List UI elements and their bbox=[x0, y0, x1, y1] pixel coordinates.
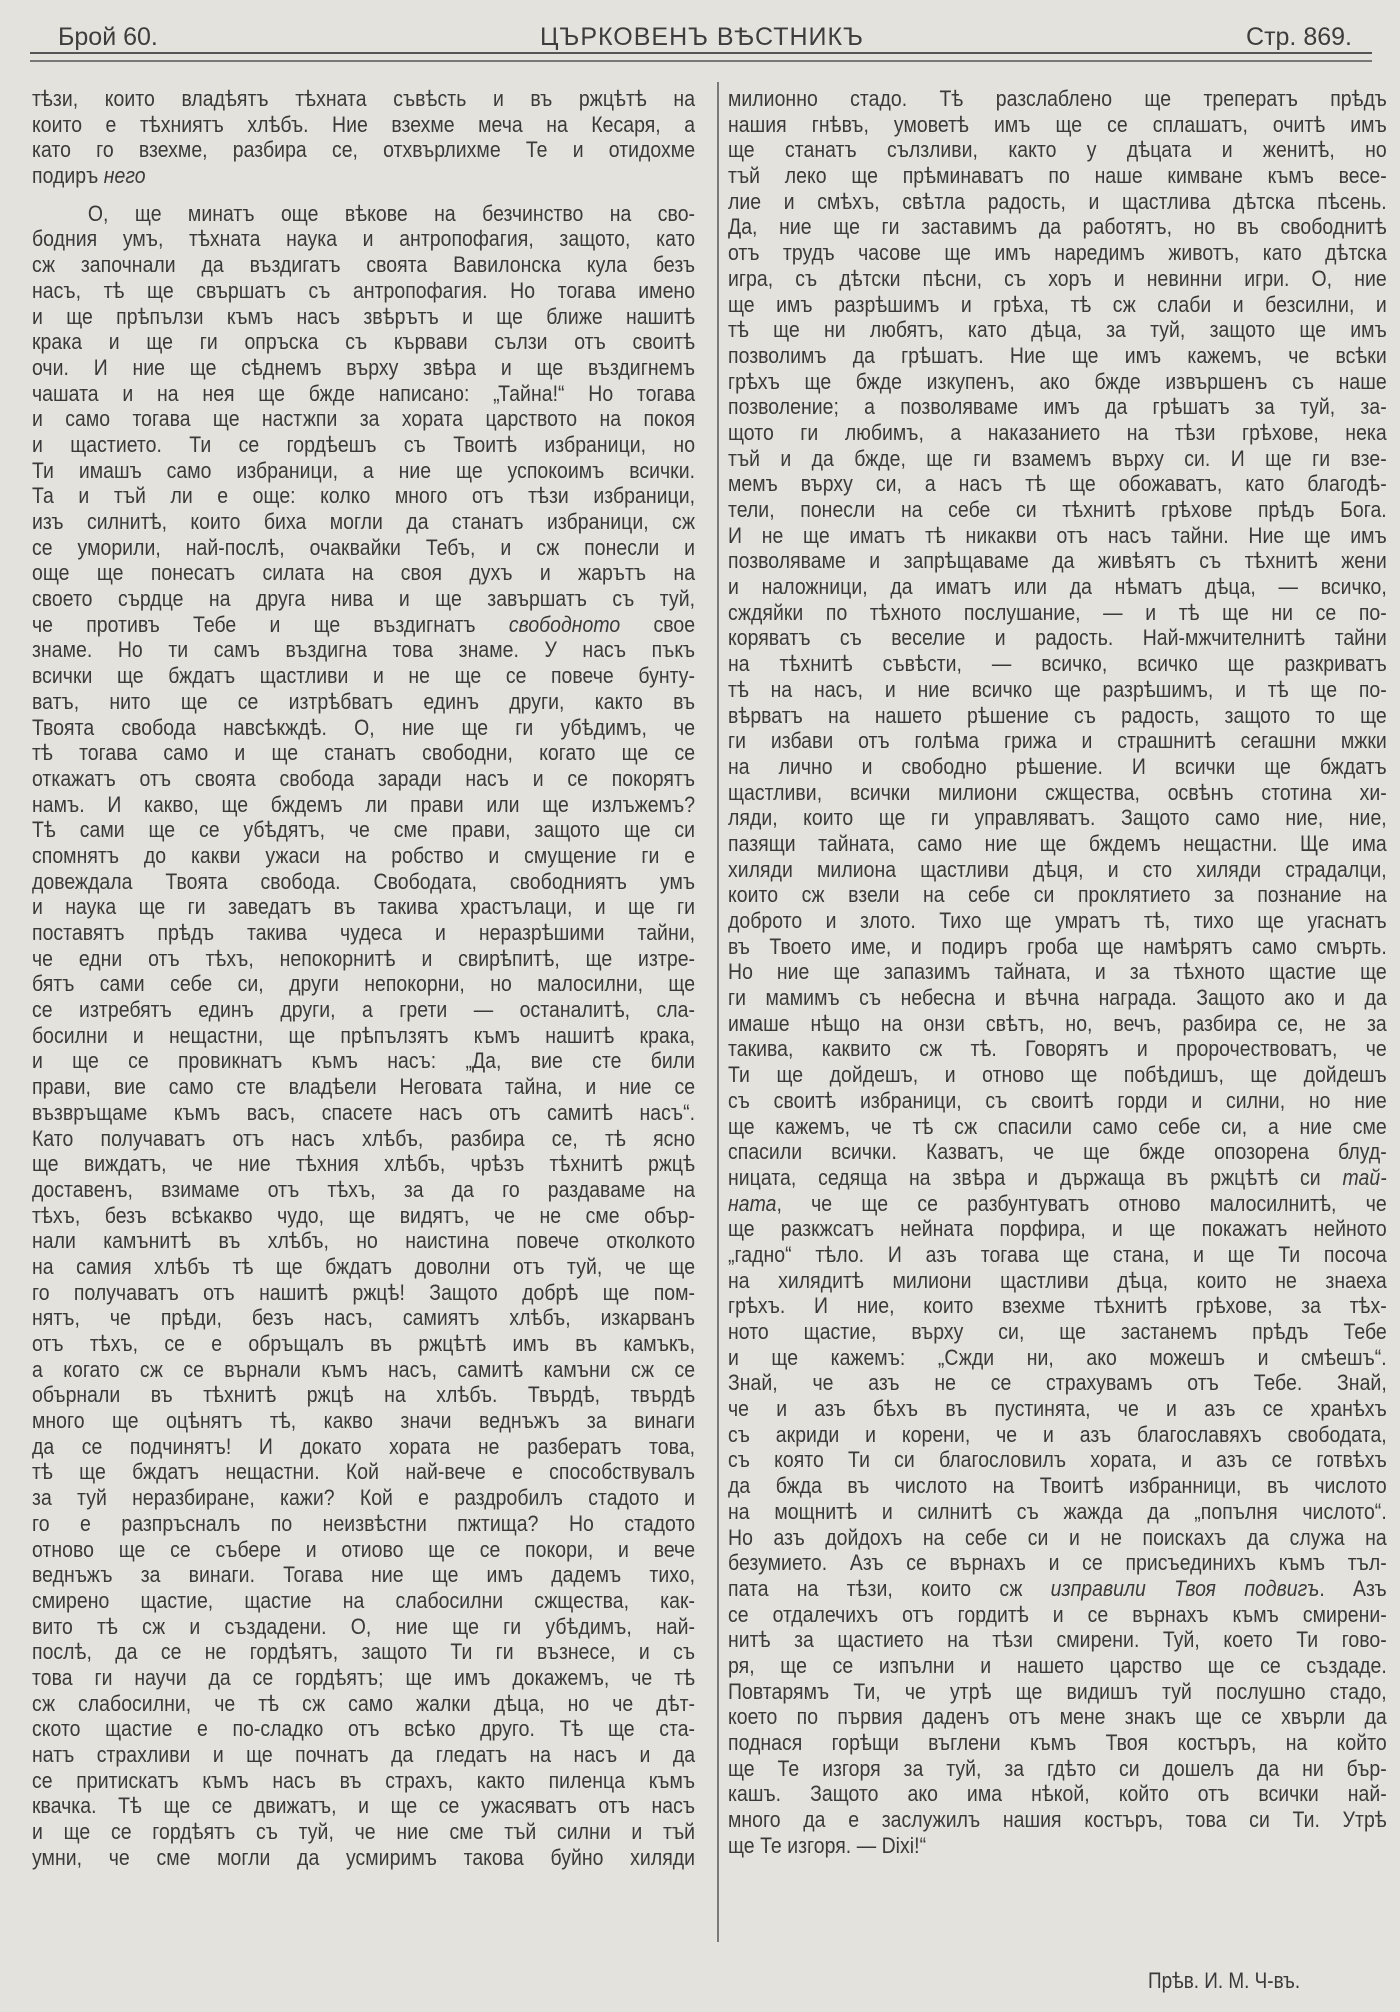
text-line: пата на тѣзи, които сж изправили Твоя подвигъ. Азъ bbox=[728, 1575, 1387, 1601]
text-line: изъ силнитѣ, които биха могли да станатъ избраници, сж bbox=[32, 509, 696, 534]
text-line: и ще прѣпълзи къмъ насъ звѣрътъ и ще ближе нашитѣ bbox=[32, 303, 696, 329]
text-line: и ще се гордѣятъ съ туй, че ние сме тъй силни и тъй bbox=[32, 1819, 696, 1845]
text-line: кашъ. Защото ако има нѣкой, който отъ всички най- bbox=[728, 1781, 1387, 1807]
text-line: и наложници, да иматъ или да нѣматъ дѣца, — всичко, bbox=[728, 574, 1387, 600]
text-line: Повтарямъ Ти, че утрѣ ще видишъ туй послушно стадо, bbox=[728, 1678, 1387, 1704]
text-line: бятъ сами себе си, други непокорни, но малосилни, ще bbox=[32, 971, 696, 997]
text-line: Та и тъй ли е още: колко много отъ тѣзи избраници, bbox=[32, 483, 696, 509]
text-line: възвръщаме къмъ васъ, спасете насъ отъ самитѣ насъ“. bbox=[32, 1099, 696, 1125]
text-line: натъ страхливи и ще почнатъ да гледатъ на насъ и да bbox=[32, 1742, 696, 1767]
text-line: доброто и злото. Тихо ще умратъ тѣ, тихо ще угаснатъ bbox=[728, 908, 1387, 933]
text-line: а когато сж се върнали къмъ насъ, самитѣ камъни сж се bbox=[32, 1356, 696, 1382]
text-line: вито тѣ сж и създадени. О, ние ще ги убѣдимъ, най- bbox=[32, 1613, 696, 1639]
text-line: съ акриди и корени, че и азъ благославяхъ свободата, bbox=[728, 1421, 1387, 1447]
text-line: бодния умъ, тѣхната наука и антропофагия, защото, като bbox=[32, 226, 696, 252]
column-divider bbox=[717, 82, 719, 1942]
text-line: много ще оцѣнятъ тѣ, какво значи веднъжъ за винаги bbox=[32, 1408, 696, 1434]
text-line: за туй неразбиране, кажи? Кой е раздробилъ стадото и bbox=[32, 1485, 696, 1511]
text-line: и ще се провикнатъ къмъ насъ: „Да, вие сте били bbox=[32, 1048, 696, 1074]
text-line: се изтребятъ единъ други, а грети — останалитѣ, сла- bbox=[32, 997, 696, 1023]
text-line: нитѣ за щастието на тѣзи смирени. Туй, което Ти гово- bbox=[728, 1627, 1387, 1653]
text-line: „гадно“ тѣло. И азъ тогава ще стана, и ще Ти посоча bbox=[728, 1241, 1387, 1267]
text-line: Ти имашъ само избраници, а ние ще успокоимъ всички. bbox=[32, 457, 696, 483]
text-line: ще разкжсатъ нейната порфира, и ще покажатъ нейното bbox=[728, 1216, 1387, 1242]
text-line: на самия хлѣбъ тѣ ще бждатъ доволни отъ туй, че ще bbox=[32, 1253, 696, 1279]
text-line: отъ тѣхъ, се е обръщалъ въ ржцѣтѣ имъ въ камъкъ, bbox=[32, 1331, 696, 1356]
text-line: ватъ, нито ще се изтрѣбватъ единъ други, както въ bbox=[32, 688, 696, 714]
text-line: Но азъ дойдохъ на себе си и не поискахъ да служа на bbox=[728, 1524, 1387, 1550]
newspaper-title: ЦЪРКОВЕНЪ ВѢСТНИКЪ bbox=[540, 22, 864, 51]
text-line: и ще кажемъ: „Сжди ни, ако можешъ и смѣешъ“. bbox=[728, 1344, 1387, 1370]
text-line: че едни отъ тѣхъ, непокорнитѣ и свирѣпитѣ, ще изтре- bbox=[32, 945, 696, 971]
text-line: босилни и нещастни, ще прѣпълзятъ къмъ нашитѣ крака, bbox=[32, 1022, 696, 1048]
text-line: като го взехме, разбира се, отхвърлихме Те и отидохме bbox=[32, 137, 696, 163]
text-line: умни, че сме могли да усмиримъ такова буйно хиляди bbox=[32, 1844, 696, 1870]
text-line: спомнятъ до какви ужаси на робство и смущение ги е bbox=[32, 842, 696, 868]
text-line: на мощнитѣ и силнитѣ съ жажда да „попълня числото“. bbox=[728, 1498, 1387, 1524]
text-line: Като получаватъ отъ насъ хлѣбъ, разбира се, тѣ ясно bbox=[32, 1125, 696, 1151]
text-line: въ Твоето име, и подиръ гроба ще намѣрятъ само смърть. bbox=[728, 933, 1387, 959]
text-line: Ти ще дойдешъ, и отново ще побѣдишъ, ще дойдешъ bbox=[728, 1062, 1387, 1088]
text-line: позволение; а позволяваме имъ да грѣшатъ за туй, за- bbox=[728, 394, 1387, 420]
text-line: веднъжъ за винаги. Тогава ние ще имъ дадемъ тихо, bbox=[32, 1562, 696, 1588]
text-line: чашата и на нея ще бжде написано: „Тайна!“ Но тогава bbox=[32, 380, 696, 406]
text-line: ще виждатъ, че ние тѣхния хлѣбъ, чрѣзъ тѣхнитѣ ржцѣ bbox=[32, 1151, 696, 1177]
text-line: Твоята свобода навсѣкждѣ. О, ние ще ги убѣдимъ, че bbox=[32, 714, 696, 740]
text-line: спасили всички. Казватъ, че ще бжде опозорена блуд- bbox=[728, 1139, 1387, 1165]
text-line: лие и смѣхъ, свѣтла радость, и щастлива дѣтска пѣсень. bbox=[728, 188, 1387, 214]
text-line: го е разпръсналъ по неизвѣстни пжтища? Но стадото bbox=[32, 1510, 696, 1536]
text-line: да бжда въ числото на Твоитѣ избранници, въ числото bbox=[728, 1473, 1387, 1499]
text-line: игра, съ дѣтски пѣсни, съ хоръ и невинни игри. О, ние bbox=[728, 265, 1387, 291]
text-line: което по първия даденъ отъ мене знакъ ще се хвърли да bbox=[728, 1704, 1387, 1730]
text-line: обърнали въ тѣхнитѣ ржцѣ на хлѣбъ. Твърдѣ, твърдѣ bbox=[32, 1382, 696, 1408]
text-line: на хилядитѣ милиони щастливи дѣца, които не знаеха bbox=[728, 1267, 1387, 1293]
text-line: се отдалечихъ отъ гордитѣ и се върнахъ къмъ смирени- bbox=[728, 1601, 1387, 1627]
text-line: ря, ще се изпълни и нашето царство ще се създаде. bbox=[728, 1652, 1387, 1678]
text-line: знаме. Но ти самъ въздигна това знаме. У насъ пъкъ bbox=[32, 637, 696, 663]
text-line: тѣ на насъ, и ние всичко ще разрѣшимъ, и тѣ ще по- bbox=[728, 676, 1387, 702]
text-line: ще станатъ сълзливи, както у дѣцата и женитѣ, но bbox=[728, 137, 1387, 163]
text-line: прави, вие само сте владѣели Неговата тайна, и ние се bbox=[32, 1074, 696, 1100]
text-line: вѣрватъ на нашето рѣшение съ радость, защото то ще bbox=[728, 702, 1387, 728]
text-line: коряватъ съ веселие и радость. Най-мжчителнитѣ тайни bbox=[728, 625, 1387, 651]
text-line: тѣхъ, безъ всѣкакво чудо, ще видятъ, че не сме обър- bbox=[32, 1202, 696, 1228]
text-line: тѣзи, които владѣятъ тѣхната съвѣсть и въ ржцѣтѣ на bbox=[32, 86, 696, 111]
text-line: сж започнали да въздигатъ своята Вавилонска кула безъ bbox=[32, 252, 696, 278]
text-line: съ която Ти си благословилъ хората, и азъ се готвѣхъ bbox=[728, 1447, 1387, 1473]
text-line: ще Те изгоря за туй, за гдѣто си дошелъ да ни бър- bbox=[728, 1755, 1387, 1781]
left-column bbox=[32, 86, 695, 1870]
text-line: О, ще минатъ още вѣкове на безчинство на сво- bbox=[87, 200, 696, 226]
text-line: още ще понесатъ силата на своя духъ и жарътъ на bbox=[32, 560, 696, 586]
text-line: се уморили, най-послѣ, очаквайки Тебъ, и сж понесли и bbox=[32, 534, 696, 560]
text-line: нали камънитѣ въ хлѣбъ, но наистина повече отколкото bbox=[32, 1228, 696, 1254]
text-line: такива, каквито сж тѣ. Говорятъ и пророчествоватъ, че bbox=[728, 1036, 1387, 1062]
text-line: тѣ ще бждатъ нещастни. Кой най-вече е способствувалъ bbox=[32, 1459, 696, 1485]
text-line: позволяваме и запрѣщаваме да живѣятъ съ тѣхнитѣ жени bbox=[728, 548, 1387, 574]
text-line: безумието. Азъ се върнахъ и се присъединихъ къмъ тъл- bbox=[728, 1550, 1387, 1576]
text-line: които сж взели на себе си проклятието за познание на bbox=[728, 882, 1387, 908]
text-line: много да е заслужилъ нашия костъръ, това си Ти. Утрѣ bbox=[728, 1807, 1387, 1833]
text-line: се притискатъ къмъ насъ въ страхъ, както пиленца къмъ bbox=[32, 1767, 696, 1793]
text-line: крака и ще ги опръска съ кървави сълзи отъ своитѣ bbox=[32, 329, 696, 355]
text-line: мемъ върху си, а насъ тѣ ще обожаватъ, като благодѣ- bbox=[728, 471, 1387, 497]
text-line: ще кажемъ, че тѣ сж спасили само себе си, а ние сме bbox=[728, 1113, 1387, 1139]
text-line: ското щастие е по-сладко отъ всѣко друго. Тѣ ще ста- bbox=[32, 1716, 696, 1742]
text-line: това ги научи да се гордѣятъ; ще имъ докажемъ, че тѣ bbox=[32, 1664, 696, 1690]
text-line: тѣ ще ни любятъ, като дѣца, за туй, защото ще имъ bbox=[728, 317, 1387, 343]
text-line: да се подчинятъ! И докато хората не разбератъ това, bbox=[32, 1433, 696, 1459]
text-line: тѣ тогава само и ще станатъ свободни, когато ще се bbox=[32, 740, 696, 766]
text-line: и щастието. Ти се гордѣешъ съ Твоитѣ избраници, но bbox=[32, 431, 696, 457]
text-line: ги избави отъ голѣма грижа и страшнитѣ сегашни мжки bbox=[728, 728, 1387, 754]
text-line: очи. И ние ще сѣднемъ върху звѣра и ще въздигнемъ bbox=[32, 354, 696, 380]
text-line: сж слабосилни, че тѣ сж само жалки дѣца, но че дѣт- bbox=[32, 1690, 696, 1716]
text-line: че и азъ бѣхъ въ пустинята, че и азъ се хранѣхъ bbox=[728, 1396, 1387, 1422]
text-line: милионно стадо. Тѣ разслаблено ще треператъ прѣдъ bbox=[728, 86, 1387, 111]
text-line: пазящи тайната, само ние ще бждемъ нещастни. Ще има bbox=[728, 830, 1387, 856]
text-line: Да, ние ще ги заставимъ да работятъ, но въ свободнитѣ bbox=[728, 214, 1387, 240]
text-line: Знай, че азъ не се страхувамъ отъ Тебе. Знай, bbox=[728, 1370, 1387, 1396]
header-double-rule bbox=[30, 52, 1372, 62]
text-line: довеждала Твоята свобода. Свободата, свободниятъ умъ bbox=[32, 868, 696, 894]
text-line: ляди, които ще ги управляватъ. Защото само ние, ние, bbox=[728, 805, 1387, 831]
text-line: намъ. И какво, ще бждемъ ли прави или ще излъжемъ? bbox=[32, 791, 696, 817]
translator-signature: Прѣв. И. М. Ч-въ. bbox=[1148, 1968, 1301, 1993]
text-line: своето сърдце на друга нива и ще завършатъ съ туй, bbox=[32, 586, 696, 612]
text-line: го получаватъ отъ нашитѣ ржцѣ! Защото добрѣ ще пом- bbox=[32, 1279, 696, 1305]
text-line: хиляди милиона щастливи дѣця, и сто хиляди страдалци, bbox=[728, 856, 1387, 882]
text-line: нятъ, че прѣди, безъ насъ, самиятъ хлѣбъ, изкарванъ bbox=[32, 1305, 696, 1331]
text-line: грѣхъ ще бжде изкупенъ, ако бжде извършенъ съ наше bbox=[728, 368, 1387, 394]
text-line: Но ние ще запазимъ тайната, и за тѣхното щастие ще bbox=[728, 959, 1387, 985]
text-line: ще Те изгоря. — Dixi!“ bbox=[728, 1832, 927, 1858]
page-number: Стр. 869. bbox=[1246, 22, 1352, 51]
text-line: съ своитѣ избраници, съ своитѣ горди и силни, но ние bbox=[728, 1087, 1387, 1113]
text-line: подиръ него bbox=[32, 163, 146, 189]
text-line: които е тѣхниятъ хлѣбъ. Ние взехме меча на Кесаря, а bbox=[32, 111, 696, 137]
text-line: отъ трудъ часове ще имъ наредимъ животъ, като дѣтска bbox=[728, 240, 1387, 266]
text-line: откажатъ отъ своята свобода заради насъ и се покорятъ bbox=[32, 765, 696, 791]
text-line: нашия гнѣвъ, умоветѣ имъ ще се сплашатъ, очитѣ имъ bbox=[728, 111, 1387, 137]
text-line: И не ще иматъ тѣ никакви отъ насъ тайни. Ние ще имъ bbox=[728, 522, 1387, 548]
text-line: на тѣхнитѣ съвѣсти, — всичко, всичко ще разкриватъ bbox=[728, 651, 1387, 677]
text-line: имаше нѣщо на онзи свѣтъ, но, вечъ, разбира се, не за bbox=[728, 1010, 1387, 1036]
text-line: тъй и да бжде, ще ги взамемъ върху си. И ще ги взе- bbox=[728, 445, 1387, 471]
text-line: ното щастие, върху си, ще застанемъ прѣдъ Тебе bbox=[728, 1319, 1387, 1344]
text-line: сждяйки по тѣхното послушание, — и тѣ ще ни се по- bbox=[728, 599, 1387, 625]
text-line: щастливи, всички милиони сжщества, освѣнъ стотина хи- bbox=[728, 779, 1387, 805]
text-line: ще имъ разрѣшимъ и грѣха, тѣ сж слаби и безсилни, и bbox=[728, 291, 1387, 317]
text-line: щото ги любимъ, а наказанието на тѣзи грѣхове, нека bbox=[728, 419, 1387, 445]
page-header bbox=[58, 22, 1352, 52]
text-line: ната, че ще се разбунтуватъ отново малосилнитѣ, че bbox=[728, 1190, 1387, 1216]
text-line: Тѣ сами ще се убѣдятъ, че сме прави, защото ще си bbox=[32, 817, 696, 843]
text-line: и наука ще ги заведатъ въ такива храстълаци, и ще ги bbox=[32, 894, 696, 920]
text-line: тели, понесли на себе си тѣхнитѣ грѣхове прѣдъ Бога. bbox=[728, 497, 1387, 522]
text-line: смирено щастие, щастие на слабосилни сжщества, как- bbox=[32, 1587, 696, 1613]
text-line: позволимъ да грѣшатъ. Ние ще имъ кажемъ, че всѣки bbox=[728, 342, 1387, 368]
text-line: доставенъ, взимаме отъ тѣхъ, за да го раздаваме на bbox=[32, 1176, 696, 1202]
text-line: поставятъ прѣдъ такива чудеса и неразрѣшими тайни, bbox=[32, 920, 696, 945]
text-line: тъй леко ще прѣминаватъ по наше кимване къмъ весе- bbox=[728, 163, 1387, 189]
text-line: насъ, тѣ ще свършатъ съ антропофагия. Но тогава имено bbox=[32, 277, 696, 303]
text-line: ги мамимъ съ небесна и вѣчна награда. Защото ако и да bbox=[728, 985, 1387, 1011]
text-line: ницата, седяща на звѣра и държаща въ ржцѣтѣ си тай- bbox=[728, 1164, 1387, 1190]
text-line: послѣ, да се не гордѣятъ, защото Ти ги възнесе, и съ bbox=[32, 1639, 696, 1665]
issue-number: Брой 60. bbox=[58, 22, 158, 51]
text-line: отново ще се събере и отиово ще се покори, и вече bbox=[32, 1536, 696, 1562]
text-line: всички ще бждатъ щастливи и не ще се повече бунту- bbox=[32, 663, 696, 689]
text-line: и само тогава ще настжпи за хората царството на покоя bbox=[32, 406, 696, 432]
text-line: на лично и свободно рѣшение. И всички ще бждатъ bbox=[728, 753, 1387, 779]
text-line: поднася горѣщи въглени къмъ Твоя костъръ, на който bbox=[728, 1730, 1387, 1755]
right-column bbox=[728, 86, 1387, 1858]
text-line: квачка. Тѣ ще се движатъ, и ще се ужасяватъ отъ насъ bbox=[32, 1793, 696, 1819]
text-line: че противъ Тебе и ще въздигнатъ свободното свое bbox=[32, 611, 696, 637]
text-line: грѣхъ. И ние, които взехме тѣхнитѣ грѣхове, за тѣх- bbox=[728, 1293, 1387, 1319]
